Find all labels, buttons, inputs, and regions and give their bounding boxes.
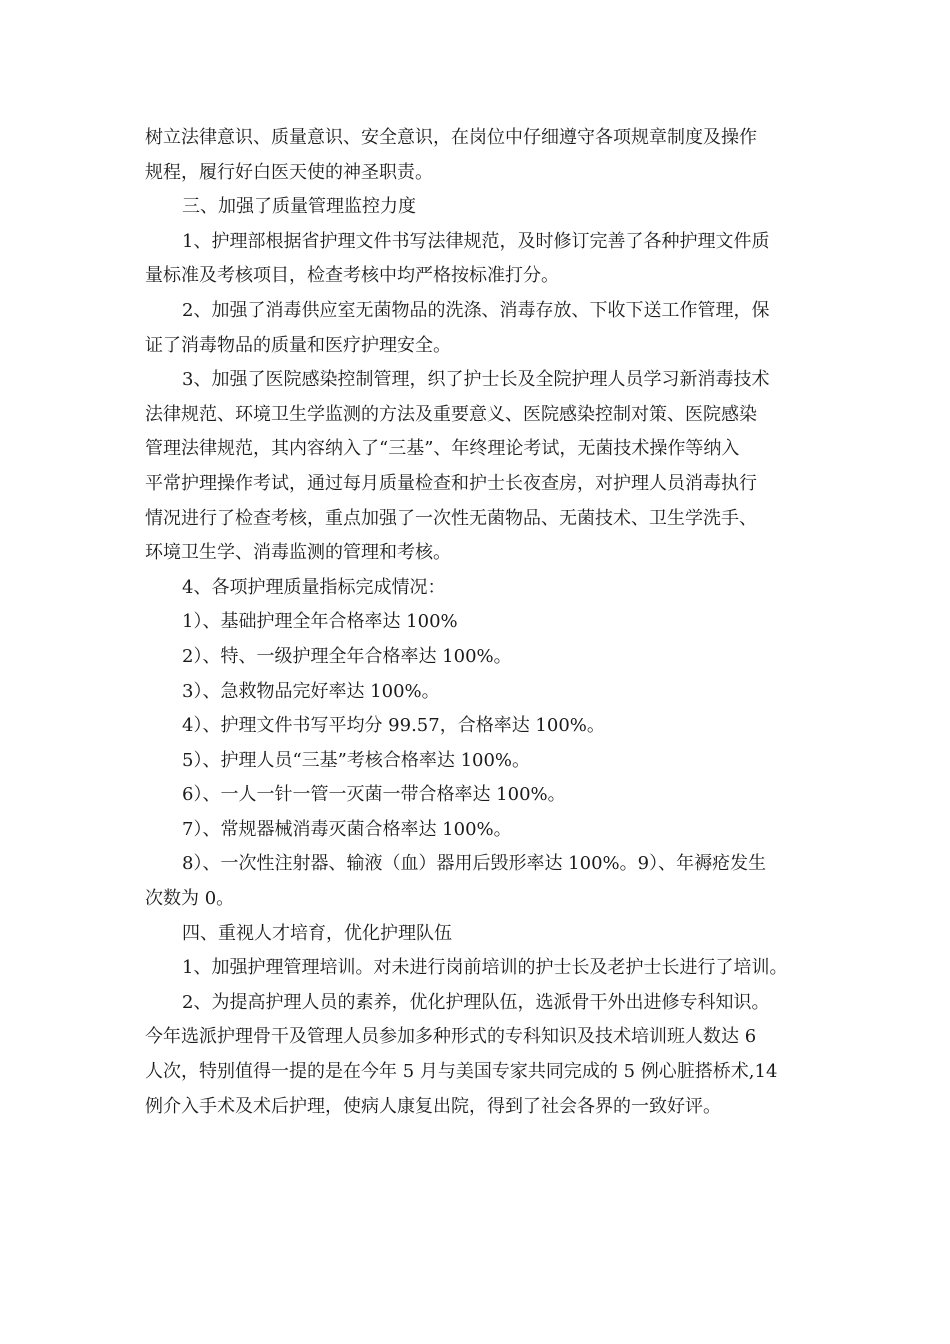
text-line: 人次，特别值得一提的是在今年 5 月与美国专家共同完成的 5 例心脏搭桥术,14 — [145, 1061, 778, 1083]
document-body — [145, 121, 815, 1124]
text-line: 2、加强了消毒供应室无菌物品的洗涤、消毒存放、下收下送工作管理，保 — [182, 299, 770, 321]
text-line: 8）、一次性注射器、输液（血）器用后毁形率达 100%。9）、年褥疮发生 — [182, 853, 767, 875]
text-line: 2、为提高护理人员的素养，优化护理队伍，选派骨干外出进修专科知识。 — [182, 991, 770, 1013]
text-line: 2）、特、一级护理全年合格率达 100%。 — [182, 645, 512, 667]
text-line: 3、加强了医院感染控制管理，织了护士长及全院护理人员学习新消毒技术 — [182, 369, 770, 391]
text-line: 1、加强护理管理培训。对未进行岗前培训的护士长及老护士长进行了培训。 — [182, 957, 788, 979]
text-line: 次数为 0。 — [145, 888, 235, 910]
text-line: 3）、急救物品完好率达 100%。 — [182, 680, 440, 702]
text-line: 1、护理部根据省护理文件书写法律规范，及时修订完善了各种护理文件质 — [182, 230, 770, 252]
text-line: 三、加强了质量管理监控力度 — [182, 196, 416, 218]
text-line: 4）、护理文件书写平均分 99.57，合格率达 100%。 — [182, 715, 605, 737]
text-line: 法律规范、环境卫生学监测的方法及重要意义、医院感染控制对策、医院感染 — [145, 403, 757, 425]
text-line: 1）、基础护理全年合格率达 100% — [182, 611, 458, 633]
text-line: 管理法律规范，其内容纳入了“三基”、年终理论考试，无菌技术操作等纳入 — [145, 438, 740, 460]
text-line: 4、各项护理质量指标完成情况： — [182, 576, 446, 598]
text-line: 今年选派护理骨干及管理人员参加多种形式的专科知识及技术培训班人数达 6 — [145, 1026, 757, 1048]
text-line: 例介入手术及术后护理，使病人康复出院，得到了社会各界的一致好评。 — [145, 1095, 721, 1117]
text-line: 平常护理操作考试，通过每月质量检查和护士长夜查房，对护理人员消毒执行 — [145, 472, 757, 494]
text-line: 证了消毒物品的质量和医疗护理安全。 — [145, 334, 451, 356]
text-line: 5）、护理人员“三基”考核合格率达 100%。 — [182, 749, 531, 771]
text-line: 环境卫生学、消毒监测的管理和考核。 — [145, 542, 451, 564]
text-line: 规程，履行好白医天使的神圣职责。 — [145, 161, 433, 183]
text-line: 7）、常规器械消毒灭菌合格率达 100%。 — [182, 818, 512, 840]
text-line: 6）、一人一针一管一灭菌一带合格率达 100%。 — [182, 784, 566, 806]
text-line: 量标准及考核项目，检查考核中均严格按标准打分。 — [145, 265, 559, 287]
text-line: 情况进行了检查考核，重点加强了一次性无菌物品、无菌技术、卫生学洗手、 — [145, 507, 757, 529]
text-line: 四、重视人才培育，优化护理队伍 — [182, 922, 452, 944]
text-line: 树立法律意识、质量意识、安全意识，在岗位中仔细遵守各项规章制度及操作 — [145, 127, 757, 148]
